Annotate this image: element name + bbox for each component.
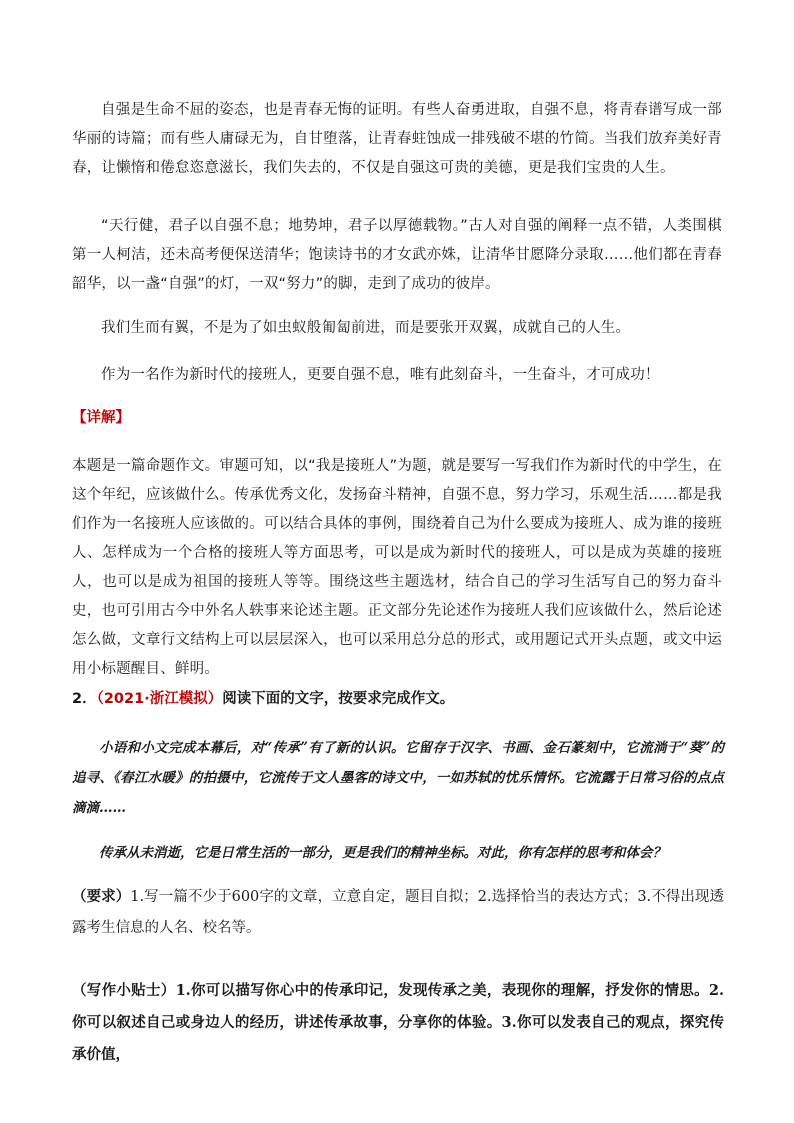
essay-paragraph-4: 作为一名作为新时代的接班人，更要自强不息，唯有此刻奋斗，一生奋斗，才可成功！ [101,367,660,383]
analysis-text: 本题是一篇命题作文。审题可知，以“我是接班人”为题，就是要写一写我们作为新时代的中学生，在这个年纪，应该做什么。传承优秀文化，发扬奋斗精神，自强不息，努力学习，乐观生活……都是我们作为一名接班人应该做的。可以结合具体的事例，围绕着自己为什么要成为接班人、成为谁的接班人、怎样成为一个合格的接班人等方面思考，可以是成为新时代的接班人，可以是成为英雄的接班人，也可以是成为祖国的接班人等等。围绕这些主题选材，结合自己的学习生活写自己的努力奋斗史，也可引用古今中外名人轶事来论述主题。正文部分先论述作为接班人我们应该做什么，然后论述怎么做，文章行文结构上可以层层深入，也可以采用总分总的形式，或用题记式开头点题，或文中运用小标题醒目、鲜明。 [72,458,722,677]
requirements-label: （要求） [72,888,131,905]
question-2-heading [72,687,454,708]
writing-tips-text: 1.你可以描写你心中的传承印记，发现传承之美，表现你的理解，抒发你的情思。2.你可以叙述自己或身边人的经历，讲述传承故事，分享你的体验。3.你可以发表自己的观点，探究传承价值， [72,982,724,1063]
essay-paragraph-3: 我们生而有翼，不是为了如虫蚁般匍匐前进，而是要张开双翼，成就自己的人生。 [101,320,631,336]
essay-paragraph-1: 自强是生命不屈的姿态，也是青春无悔的证明。有些人奋勇进取，自强不息，将青春谱写成一部华丽的诗篇；而有些人庸碌无为，自甘堕落，让青春蛀蚀成一排残破不堪的竹简。当我们放弃美好青春，让懒惰和倦怠恣意滋长，我们失去的，不仅是自强这可贵的美德，更是我们宝贵的人生。 [72,102,722,176]
essay-paragraph-2: “天行健，君子以自强不息；地势坤，君子以厚德载物。”古人对自强的阐释一点不错，人类围棋第一人柯洁，还未高考便保送清华；饱读诗书的才女武亦姝，让清华甘愿降分录取……他们都在青春韶华，以一盏“自强”的灯，一双“努力”的脚，走到了成功的彼岸。 [72,218,722,292]
material-paragraph-2: 传承从未消逝，它是日常生活的一部分，更是我们的精神坐标。对此，你有怎样的思考和体会？ [99,845,666,861]
material-paragraph-1: 小语和小文完成本幕后，对“传承”有了新的认识。它留存于汉字、书画、金石篆刻中，它流淌于“葵”的追寻、《春江水暖》的拍摄中，它流传于文人墨客的诗文中，一如苏轼的忧乐情怀。它流露于日常习俗的点点滴滴…… [72,740,724,816]
writing-tips-label: （写作小贴士） [72,982,176,999]
question-number: 2． [72,691,97,707]
requirements-text: 1.写一篇不少于600字的文章，立意自定，题目自拟；2.选择恰当的表达方式；3.不得出现透露考生信息的人名、校名等。 [72,889,724,936]
question-source: （2021·浙江模拟） [96,691,223,707]
question-instruction: 阅读下面的文字，按要求完成作文。 [222,691,455,707]
requirements [72,881,724,944]
analysis-label: 【详解】 [72,410,130,426]
writing-tips [72,975,724,1071]
